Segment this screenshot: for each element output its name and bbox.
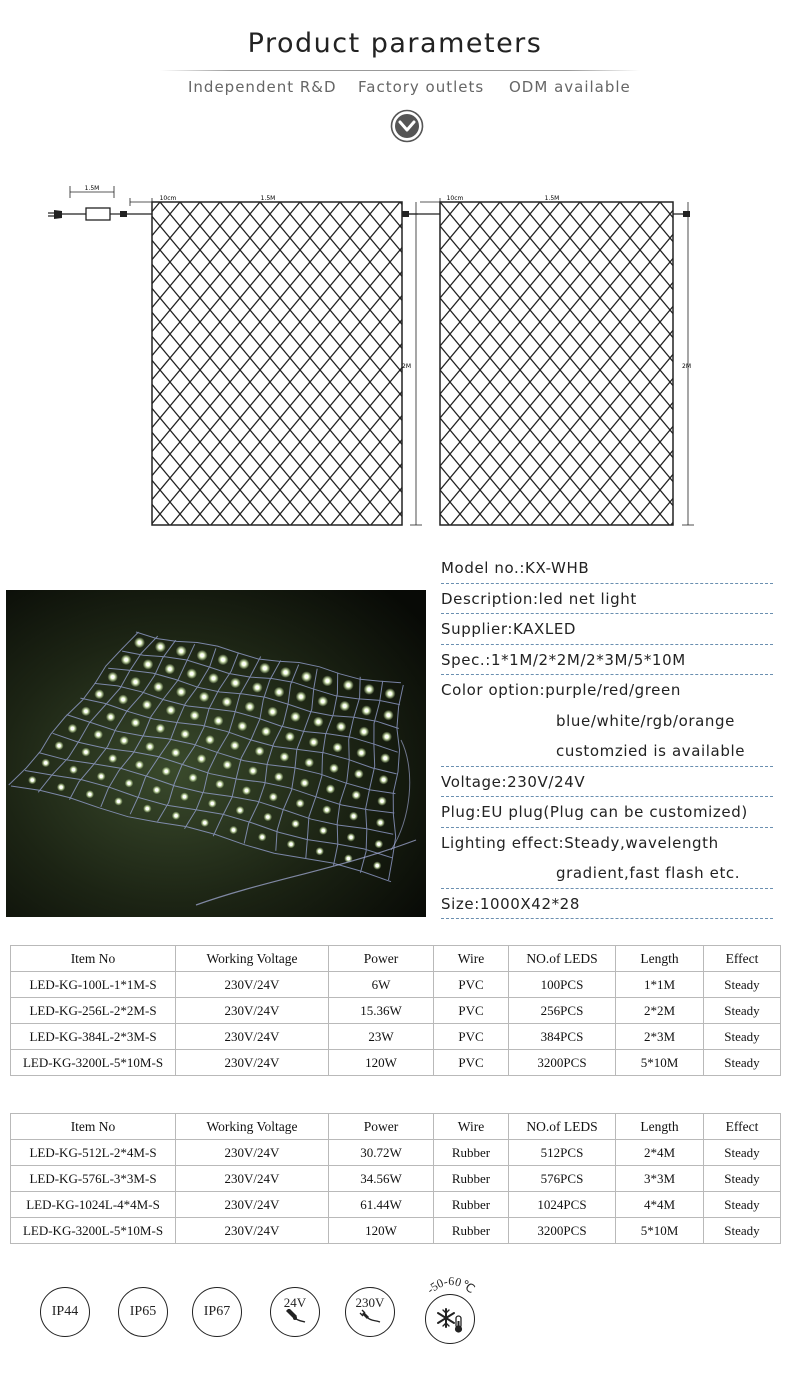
table-cell: Steady xyxy=(704,1166,781,1192)
led-core xyxy=(72,768,75,771)
table-header-cell: Working Voltage xyxy=(176,1114,329,1140)
led-core xyxy=(284,671,287,674)
table-header-cell: Length xyxy=(616,946,704,972)
table-header-cell: Wire xyxy=(434,946,509,972)
table-cell: PVC xyxy=(434,1050,509,1076)
led-core xyxy=(232,828,235,831)
led-core xyxy=(174,751,177,754)
table-cell: 34.56W xyxy=(329,1166,434,1192)
table-cell: 4*4M xyxy=(616,1192,704,1218)
led-core xyxy=(233,744,236,747)
table-header-cell: Item No xyxy=(11,946,176,972)
table-row xyxy=(11,1166,781,1192)
table-cell: Steady xyxy=(704,1140,781,1166)
table-cell: Rubber xyxy=(434,1166,509,1192)
table-cell: 2*2M xyxy=(616,998,704,1024)
led-core xyxy=(234,681,237,684)
led-core xyxy=(138,763,141,766)
led-core xyxy=(299,802,302,805)
led-core xyxy=(221,658,224,661)
led-core xyxy=(362,730,365,733)
led-core xyxy=(180,650,183,653)
led-core xyxy=(248,705,251,708)
table-cell: Steady xyxy=(704,1024,781,1050)
spec-line: Spec.:1*1M/2*2M/2*3M/5*10M xyxy=(441,647,773,676)
table-cell: Steady xyxy=(704,1050,781,1076)
table-cell: 230V/24V xyxy=(176,1024,329,1050)
230v-label: 230V xyxy=(355,1294,385,1310)
temperature-range-label: -50-60℃ xyxy=(424,1275,478,1297)
led-core xyxy=(218,783,221,786)
table-header-row xyxy=(11,946,781,972)
table-cell: 3*3M xyxy=(616,1166,704,1192)
led-core xyxy=(241,725,244,728)
table-cell: PVC xyxy=(434,1024,509,1050)
led-core xyxy=(138,641,141,644)
table-header-cell: NO.of LEDS xyxy=(509,946,616,972)
led-core xyxy=(168,667,171,670)
led-core xyxy=(111,675,114,678)
led-core xyxy=(211,802,214,805)
snowflake-icon xyxy=(438,1309,454,1327)
led-core xyxy=(169,709,172,712)
table-cell: LED-KG-100L-1*1M-S xyxy=(11,972,176,998)
table-cell: 576PCS xyxy=(509,1166,616,1192)
led-core xyxy=(242,662,245,665)
table-cell: 6W xyxy=(329,972,434,998)
table-cell: 30.72W xyxy=(329,1140,434,1166)
product-photo xyxy=(6,590,426,917)
led-core xyxy=(283,755,286,758)
led-core xyxy=(58,744,61,747)
spec-line: Plug:EU plug(Plug can be customized) xyxy=(441,799,773,828)
led-core xyxy=(31,779,34,782)
table-cell: 120W xyxy=(329,1218,434,1244)
table-header-cell: Working Voltage xyxy=(176,946,329,972)
led-core xyxy=(376,864,379,867)
ip67-badge xyxy=(192,1287,242,1337)
tagline-factory: Factory outlets xyxy=(358,78,485,96)
table-cell: LED-KG-3200L-5*10M-S xyxy=(11,1218,176,1244)
header-divider xyxy=(160,70,640,71)
led-core xyxy=(349,836,352,839)
chevron-down-icon xyxy=(390,109,424,143)
led-core xyxy=(303,781,306,784)
net-light-dimension-diagram xyxy=(40,178,740,538)
led-core xyxy=(256,686,259,689)
table-cell: LED-KG-256L-2*2M-S xyxy=(11,998,176,1024)
led-core xyxy=(193,714,196,717)
led-core xyxy=(321,700,324,703)
led-core xyxy=(225,700,228,703)
table-cell: Steady xyxy=(704,1218,781,1244)
led-core xyxy=(97,733,100,736)
table-cell: 230V/24V xyxy=(176,1050,329,1076)
led-core xyxy=(263,667,266,670)
led-core xyxy=(278,691,281,694)
table-cell: 15.36W xyxy=(329,998,434,1024)
thermometer-icon xyxy=(455,1316,462,1333)
led-core xyxy=(146,807,149,810)
led-core xyxy=(294,822,297,825)
table-header-cell: Effect xyxy=(704,946,781,972)
led-core xyxy=(109,715,112,718)
led-core xyxy=(265,730,268,733)
table-cell: 120W xyxy=(329,1050,434,1076)
table-cell: LED-KG-3200L-5*10M-S xyxy=(11,1050,176,1076)
led-core xyxy=(180,690,183,693)
led-core xyxy=(266,815,269,818)
ip65-badge xyxy=(118,1287,168,1337)
table-cell: 5*10M xyxy=(616,1218,704,1244)
table-cell: 1024PCS xyxy=(509,1192,616,1218)
led-core xyxy=(289,843,292,846)
table-cell: 23W xyxy=(329,1024,434,1050)
table-row xyxy=(11,1218,781,1244)
table-row xyxy=(11,972,781,998)
led-core xyxy=(368,688,371,691)
spec-line: Size:1000X42*28 xyxy=(441,891,773,920)
led-core xyxy=(299,695,302,698)
temperature-badge xyxy=(425,1294,475,1344)
table-header-cell: Wire xyxy=(434,1114,509,1140)
led-core xyxy=(385,735,388,738)
led-core xyxy=(155,788,158,791)
230v-badge xyxy=(345,1287,395,1337)
spec-line: Supplier:KAXLED xyxy=(441,616,773,645)
ip65-label: IP65 xyxy=(129,1304,157,1319)
table-cell: 230V/24V xyxy=(176,1192,329,1218)
led-core xyxy=(88,793,91,796)
tagline-odm: ODM available xyxy=(509,78,631,96)
led-core xyxy=(305,675,308,678)
panel-a-gap-label: 10cm xyxy=(159,195,177,202)
led-core xyxy=(388,692,391,695)
led-core xyxy=(258,750,261,753)
table-header-cell: Length xyxy=(616,1114,704,1140)
led-core xyxy=(123,739,126,742)
led-core xyxy=(271,710,274,713)
led-core xyxy=(146,663,149,666)
24v-badge xyxy=(270,1287,320,1337)
led-core xyxy=(251,769,254,772)
table-cell: Steady xyxy=(704,998,781,1024)
led-core xyxy=(60,786,63,789)
table-row xyxy=(11,1050,781,1076)
table-cell: 230V/24V xyxy=(176,1140,329,1166)
led-core xyxy=(318,850,321,853)
led-core xyxy=(212,677,215,680)
table-cell: 1*1M xyxy=(616,972,704,998)
table-cell: LED-KG-512L-2*4M-S xyxy=(11,1140,176,1166)
ip44-label: IP44 xyxy=(51,1304,79,1319)
led-core xyxy=(100,775,103,778)
led-core xyxy=(71,727,74,730)
led-core xyxy=(365,709,368,712)
led-core xyxy=(122,698,125,701)
table-cell: 512PCS xyxy=(509,1140,616,1166)
led-core xyxy=(382,778,385,781)
table-header-cell: Effect xyxy=(704,1114,781,1140)
led-core xyxy=(347,857,350,860)
panel-b-width-label: 1.5M xyxy=(544,195,560,202)
led-core xyxy=(84,710,87,713)
led-core xyxy=(148,745,151,748)
table-row xyxy=(11,1192,781,1218)
table-cell: 100PCS xyxy=(509,972,616,998)
led-core xyxy=(191,776,194,779)
spec-line: gradient,fast flash etc. xyxy=(441,860,773,889)
ip67-label: IP67 xyxy=(203,1304,231,1319)
spec-line: Voltage:230V/24V xyxy=(441,769,773,798)
led-core xyxy=(201,654,204,657)
table-header-cell: Power xyxy=(329,946,434,972)
led-core xyxy=(111,757,114,760)
led-core xyxy=(317,720,320,723)
spec-line: Lighting effect:Steady,wavelength xyxy=(441,833,719,852)
led-core xyxy=(336,746,339,749)
led-core xyxy=(159,645,162,648)
led-core xyxy=(360,751,363,754)
led-core xyxy=(190,672,193,675)
led-core xyxy=(379,821,382,824)
led-net-light-image xyxy=(6,590,426,917)
net-panel-a xyxy=(130,195,422,525)
led-core xyxy=(352,815,355,818)
led-core xyxy=(117,800,120,803)
plug-lead xyxy=(48,185,152,220)
spec-line: Description:led net light xyxy=(441,586,773,615)
table-row xyxy=(11,998,781,1024)
table-cell: PVC xyxy=(434,998,509,1024)
page-title: Product parameters xyxy=(247,28,543,59)
table-cell: LED-KG-576L-3*3M-S xyxy=(11,1166,176,1192)
ip44-badge xyxy=(40,1287,90,1337)
spec-table-rubber xyxy=(10,1113,781,1244)
table-cell: 256PCS xyxy=(509,998,616,1024)
table-cell: LED-KG-1024L-4*4M-S xyxy=(11,1192,176,1218)
table-cell: Rubber xyxy=(434,1140,509,1166)
led-core xyxy=(380,800,383,803)
panel-b-gap-label: 10cm xyxy=(446,195,464,202)
led-core xyxy=(203,821,206,824)
led-core xyxy=(200,757,203,760)
led-core xyxy=(343,704,346,707)
table-cell: 230V/24V xyxy=(176,972,329,998)
led-core xyxy=(322,829,325,832)
led-core xyxy=(294,715,297,718)
table-cell: Rubber xyxy=(434,1192,509,1218)
table-cell: 2*3M xyxy=(616,1024,704,1050)
panel-b-height-label: 2M xyxy=(682,363,691,370)
led-core xyxy=(325,808,328,811)
led-core xyxy=(183,795,186,798)
table-cell: 2*4M xyxy=(616,1140,704,1166)
table-cell: PVC xyxy=(434,972,509,998)
led-core xyxy=(217,719,220,722)
usb-plug-icon xyxy=(284,1309,306,1323)
led-core xyxy=(159,727,162,730)
led-core xyxy=(288,735,291,738)
table-row xyxy=(11,1140,781,1166)
led-core xyxy=(238,809,241,812)
table-header-cell: Power xyxy=(329,1114,434,1140)
table-cell: Steady xyxy=(704,1192,781,1218)
led-core xyxy=(347,684,350,687)
table-cell: 230V/24V xyxy=(176,998,329,1024)
led-core xyxy=(127,782,130,785)
table-row xyxy=(11,1024,781,1050)
net-panel-b xyxy=(409,195,694,525)
table-cell: Rubber xyxy=(434,1218,509,1244)
led-core xyxy=(98,693,101,696)
led-core xyxy=(184,733,187,736)
led-core xyxy=(226,763,229,766)
led-core xyxy=(384,757,387,760)
table-cell: 3200PCS xyxy=(509,1218,616,1244)
lead-length-label: 1.5M xyxy=(84,185,100,192)
led-core xyxy=(377,843,380,846)
led-core xyxy=(387,714,390,717)
24v-label: 24V xyxy=(283,1294,307,1310)
led-core xyxy=(157,685,160,688)
spec-line: Color option:purple/red/green xyxy=(441,681,681,699)
table-cell: 230V/24V xyxy=(176,1218,329,1244)
led-core xyxy=(326,679,329,682)
led-core xyxy=(332,767,335,770)
table-cell: 3200PCS xyxy=(509,1050,616,1076)
table-header-cell: NO.of LEDS xyxy=(509,1114,616,1140)
table-cell: Steady xyxy=(704,972,781,998)
led-core xyxy=(277,775,280,778)
led-core xyxy=(174,814,177,817)
led-core xyxy=(44,761,47,764)
led-core xyxy=(340,725,343,728)
led-core xyxy=(355,794,358,797)
led-core xyxy=(84,751,87,754)
table-cell: 230V/24V xyxy=(176,1166,329,1192)
led-core xyxy=(165,770,168,773)
led-core xyxy=(329,787,332,790)
panel-a-width-label: 1.5M xyxy=(260,195,276,202)
power-plug-icon xyxy=(359,1309,381,1323)
led-core xyxy=(208,738,211,741)
led-core xyxy=(245,789,248,792)
led-core xyxy=(357,772,360,775)
led-core xyxy=(203,695,206,698)
led-core xyxy=(312,741,315,744)
spec-line: Model no.:KX-WHB xyxy=(441,555,773,584)
spec-line: blue/white/rgb/orange xyxy=(556,711,735,730)
table-cell: 61.44W xyxy=(329,1192,434,1218)
tagline-rd: Independent R&D xyxy=(188,78,337,96)
table-header-row xyxy=(11,1114,781,1140)
led-core xyxy=(261,836,264,839)
led-core xyxy=(134,680,137,683)
table-cell: 384PCS xyxy=(509,1024,616,1050)
table-cell: 5*10M xyxy=(616,1050,704,1076)
spec-table-pvc xyxy=(10,945,781,1076)
led-core xyxy=(125,658,128,661)
led-core xyxy=(145,703,148,706)
panel-a-height-label: 2M xyxy=(402,363,411,370)
spec-line: customzied is available xyxy=(441,738,773,767)
led-core xyxy=(272,795,275,798)
led-core xyxy=(308,761,311,764)
table-header-cell: Item No xyxy=(11,1114,176,1140)
led-core xyxy=(134,721,137,724)
table-cell: LED-KG-384L-2*3M-S xyxy=(11,1024,176,1050)
